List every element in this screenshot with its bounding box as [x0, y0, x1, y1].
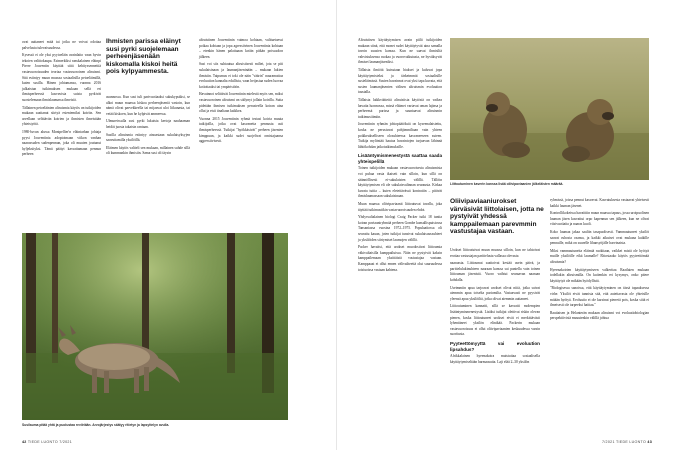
paragraph: Kysessä ei ole yksi pyytoeläin avainlaito vaan hyvin tekoien valittokaupa. Esimerkiksi ranskalainen eläinpi Pierre Jouventin käyttää siitä kehityssennettiä vastavuoroisuuden teoriaa vastavuoroinen altruismi. Sitä esiintyy muun muassa sosiaalisilla petoeläimillä, kuten susilla. Hänen johtamansa, vuonna 2016 julkaistun tutkimuksen mukaan sellä eri ihmisperheessä kasvavista suista pyrkivät suostelemaan ihmislaumassa ilmeisiä. — [22, 53, 101, 102]
section-subheading: Pyyteettömyyttä vai evoluution lipsahdus? — [450, 340, 540, 352]
paragraph: Altruistisen käyttäytymisen avain piilii tutkijoiden mukaan siinä, että monet sudet käyttäytyvät aina samalla tavoin suusien kanssa. Kun ne saavat ihmisiltä vahvistuksensa ruokaa ja vuorovaikutusta, ne hyväksyvät ihmiset laumanjäseniksi. — [358, 38, 442, 65]
right-page — [337, 0, 674, 450]
section-subheading: Lisääntymismenestystä saattaa saada yhteispelillä — [358, 153, 442, 164]
right-col-3 — [550, 198, 649, 324]
left-col-1 — [22, 40, 101, 160]
right-col-1 — [358, 38, 442, 275]
baboon-illustration — [450, 38, 649, 180]
paragraph: naaraasta. Liittoumat saattoivat kestää usein päivä, ja parittelulukinuhteen naaraan kanssa sai pantella vain toinen liittouman jäsenistä. Vuoro vaihtui seuraavan naaraan kohdalla. — [450, 261, 540, 282]
page-folio-left — [22, 440, 72, 444]
magazine-title: TIEDE LUONTO 7/2021 — [27, 440, 73, 444]
paragraph: Tällainen petoeläinten altruismia käytös on tutkijoiden mukaan saattanut siirtyä esieniemiksi koiriin. Sen arvellaan selittävän koirien ja ihmisten ilmeistään yhteistyötä. — [22, 105, 101, 127]
paragraph: Packer havaitsi, että urokset muodostivat liittoumia väkivaltaisilla kamppailuissa. Näin ne pystyivät kaksin kamppailemaan yksittäistä vastustajaa vastaan. Kamppaaat ei ollut ennen välivaiheettä olut suuruudessa toisiuoissa vastaan kahtena. — [358, 245, 442, 272]
page-number: 42 — [22, 440, 27, 444]
paragraph: Muun muassa oliivipaviaanit liittoutuvat tavalla, joka täyttää tutkimustikin vastavuoroisuuden ehdot. — [358, 202, 442, 212]
paragraph: Yhdysvaltalainen biologi Craig Packer tutki 18 tuntia koiran paviaaniryhmää perheen Gombe kansallispuistossa Tansaniassa vuosina 1972–1975. Populaatiossa oli seurattu kauan, joten tutkijat tunsivat sukulaisuussuhteet ja yksilöiden siirtymiset laumojen välillä. — [358, 215, 442, 242]
paragraph: Susilla altruismia esiintyy ainoastaan sukulaisyksyjen saavuttamilla yksilöillä. — [106, 132, 190, 143]
paragraph: Ulmureissulla susi pyrki lukuisia kertoja nauhaaman heidät juosta takaisin rantaan. — [106, 119, 190, 129]
paragraph: Toinen tutkijoiden mukaan vastavuoroisesta altruismista voi puhua vasta ikaiseti vain silloin, kun sillä on säännöllisesti ei-sukulaisten välillä. Tällöin käyttäytymisen eli ole sukulaisvalinnan seurausta. Kirkaa kuvata tuttia – kuten eletettävässä kontratiin – pitävät ihmislaumassaan sukulaisinaan. — [358, 166, 442, 199]
paragraph: Koko laumaa jakaa saaliin tasapuolisesti. Vammautuneet yksilöt saavat ruhosta osansa, ja kaikki aikuiset ovat mukana kaikille pennuille, mikä on suurelle lihansyöjälle harvinaista. — [550, 229, 649, 246]
wolf-photo — [22, 233, 288, 420]
paragraph: 1980-luvun alussa Montpellier'n eläintarhan johtaja pyysi Jouventinia adoptoimaan viikon vanhan naarassuden sudenpennun, joka oli muuten joutunut hyljeksityksi. Tämä päätyi kasvattamaan pennun perheen — [22, 129, 101, 157]
page-number: 43 — [647, 440, 652, 444]
paragraph: Useimmiin apua tarjoavat urokset olivat niitä, jotka saivat aiemmin apua toiselta pariomilta. Vastaavasti ne pyysivät yleensä apua yksilöiltä, jotka olivat aiemmin auttaneet. — [450, 285, 540, 301]
paragraph: altruistinen Jouventinin vaimoa kohtaan, valituetaessi poikaa kohtaan ja jopa agressiivinen Jouventinia kohtaan – etenkin hänen palattuaan kotiin pitkän poissaolon jälkeen. — [199, 38, 283, 59]
paragraph: Havainnot selittävät Jouventinin mielestä myös sen, miksi vastavuoroinen altruismi on säilynyt jollain koirilla. Sutta pidetään ihmisen tutkimuksen perusteella koiran aina ollut ja etsii tinaltaan kaikkea. — [199, 92, 283, 114]
paragraph: Miksi vammautuneita eläimiä ruokitaan, vaikkei mistä ole hyötyä muille yksilöille eikä laumalle? Ehtostaako käytös pyyteettömää altruismia? — [550, 248, 649, 264]
paragraph: Hyeenakoirien käyttäytymiseen valkeritaa Raatlaien mukaan todellakin altruismilla. On kuitenkin eri kysymys, onko pitere käyttäytyä ole mikään hyödyllistä. — [550, 267, 649, 283]
paragraph: ovat auttaneet mitä tai jotka ne voivat odottaa palvelusta tulevaisuudessa. — [22, 40, 101, 50]
photo-caption: Susilauma pitää yhtä ja puolustaa reviiriään. Arvojärjestys säätyy ritietyn ja lapsyttelyn avulla. — [22, 423, 170, 427]
paragraph: Tällaista laikkväitteitä altruistista käytöstä on vaikea havaita luonnossa, missä eläimet vartavat oman lajinsa ja perheensä parissa ja suuntaavat altruismin tutkimustiimiin. — [358, 97, 442, 119]
paragraph: Eläimen käytös valtteli sen mukaan, millainen suhde sillä oli kummankin ihmisiin. Sama susi oli täysin — [106, 145, 190, 156]
left-col-2 — [106, 95, 190, 159]
paragraph: Susi voi siis suhtautua altruistisesti miltei, jota se piti sukulaisinaan ja laumanjäseninään – mukaan lukien ihmisiin. Taipumus ei toki ole näin "väärin" nauramattoa evoluution kannalta edullista, vaan heijastua suden luovaa kotiottaaksi tai ympäristöön. — [199, 62, 283, 89]
paragraph: Liittoutuminen kannatti, sillä se kasvatti molempien lisääntymismenestystä. Lisäksi tutkijat olettivat riskin olevan pienen, koska liittoutuneet urokset eivät ei merkittävästi lyhentäneet yksilön elinikää. Packerin mukaan vastavuoroisuus ei ollut oliivipaviaanien keskuudessa varsin suoritusta. — [450, 304, 540, 337]
page-folio-right — [602, 440, 652, 444]
wolf-illustration — [22, 233, 288, 420]
left-col-3 — [199, 38, 283, 147]
paragraph: Rautiaisen ja Helanterän mukaan altruismi voi evoluutiobiologian perspektiivistä muuutenkin välillä johtua — [550, 310, 649, 321]
paragraph: Kontrollikokeissa havaittiin muun muassa tapaus, jossa uroipuolinen lauman jäsen kasvattui orpo kapennun sen jälkeen, kun ne olivat viisivuotiaita ja naaras kuoli. — [550, 211, 649, 227]
pull-quote-heading: Ihmisten parissa eläinyt susi pyrki suojelemaan perheenjäsenään kiskomalla kiskoi heitä pois kylpyammesta. — [106, 38, 181, 76]
paragraph: asunnossa. Kun susi tuli parivuotiaaksi sukukypsäksi, se alkoi muun muassa kiskoa perheenjäseniä vastoin, kun nämä olivat parvekkeella tai mijaavat uloi liikunasta, tai vetää kiskoen, kun he kylpivät ammeessa. — [106, 95, 190, 116]
paragraph: ryhmissä, joissa pennut kasvavat. Kasvatuksesta vastaavat yhteisesti kaikki lauman jäsenet. — [550, 198, 649, 208]
paragraph: Tällaista ilmiötä kutsutaan hiukset ja kuluvat jopa käyttäytymisteksi ja tärkeimmät sosiaalisille susieläimissä. Susien havainnot ovat yksi tapa kuvata, että susien laumanjäsenten välisen altruismin evoluution taustalla. — [358, 67, 442, 95]
paragraph: Vuonna 2015 Jouventinin ryhmä testasi koiria muuta tutkijoilla, jotka ovat kasvanetta pennusta asti ihmisperheessä. Tutkijat "hyökkäsivät" perheen jäsenten kimppuun, ja kaikki sudet suojelivat omistajaansa aggressiivisesti. — [199, 116, 283, 144]
paragraph: Jouventinin ryhmän johtopäätöksiä on kyseenalaistettu, koska ne perustuvat pohjimmiltaan vain yhteen poikkeukselliseen olosuhteessa kasvaneeseen suteen. Tutkija mylöntää hautoa havaintojen tarjoavan lähinnä lähtökohdan jatkotutkimuksille. — [358, 122, 442, 149]
paragraph: Urokset liittoutuivat muun muassa silloin, kun ne tahtoivat erottaa vastustajan parittelusta vallassa olevasta — [450, 248, 540, 258]
magazine-title: 7/2021 TIEDE LUONTO — [601, 440, 647, 444]
right-col-2-upper — [450, 248, 540, 367]
paragraph: "Biologisessa sanoissa, että käyttäytyminen on tässä tapauksessa virhe. Yksilöt eivät tunnista sitä, että autettavasta ole yhteisille mitään hyötyä. Evoluutio ei ole karsinut pierretä pois, koska siitä ei ilmeisesti ole tarpeeksi haittaa." — [550, 286, 649, 308]
paragraph: Afrikkalainen hyeenakoira muistuttaa sosiaalisella käyttäytymiseltään harmaasutta. Laji elää 2–30 yksilön — [450, 354, 540, 364]
baboon-photo — [450, 38, 649, 180]
photo-caption: Liittoutuminen kaverin kanssa lisää oliivipaviaanien jälkeläisten määrää. — [450, 182, 564, 186]
pull-quote-heading: Oliivipaviaaniurokset värväsivät liittolaisen, jotta ne pystyivät yhdessä kamppailemaan parevmmin vastustajaa vastaan. — [450, 198, 544, 236]
